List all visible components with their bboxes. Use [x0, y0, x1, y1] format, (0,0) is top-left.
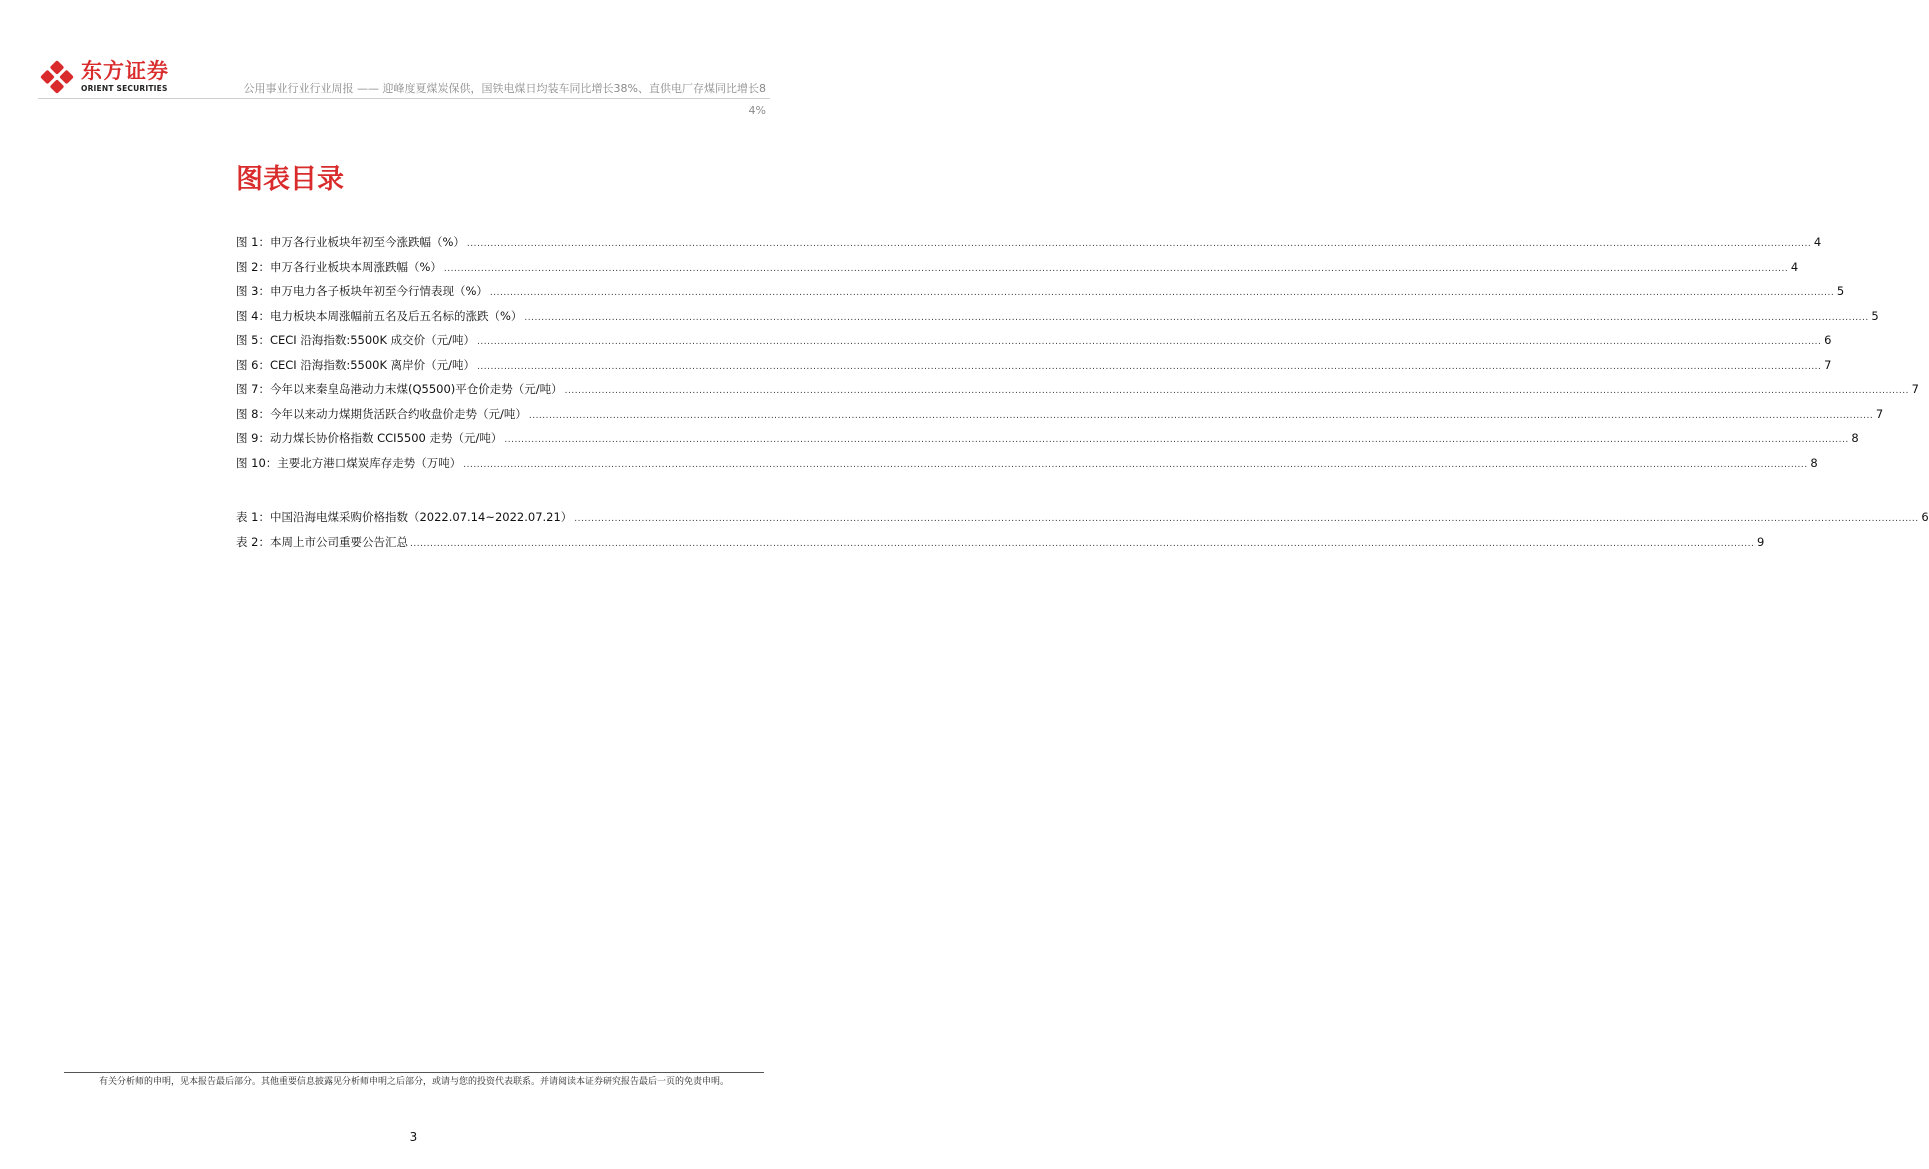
toc-entry-label: 表 1：中国沿海电煤采购价格指数（2022.07.14~2022.07.21） — [236, 510, 573, 524]
toc-entry-figure-3[interactable] — [236, 279, 1845, 304]
dot-leader: ................................................................................................................................................................................................................................................................................................................................................................................................................ — [443, 263, 1789, 274]
header-divider — [38, 98, 770, 99]
dot-leader: ................................................................................................................................................................................................................................................................................................................................................................................................................ — [477, 361, 1822, 372]
toc-entry-page: 8 — [1810, 455, 1818, 470]
dot-leader: ................................................................................................................................................................................................................................................................................................................................................................................................................ — [504, 435, 1849, 445]
dot-leader: ................................................................................................................................................................................................................................................................................................................................................................................................................ — [489, 288, 1835, 298]
toc-entry-page: 8 — [1851, 431, 1859, 445]
toc-entry-table-1[interactable] — [236, 505, 1929, 530]
toc-entry-label: 图 3：申万电力各子板块年初至今行情表现（%） — [236, 284, 488, 298]
dot-leader: ................................................................................................................................................................................................................................................................................................................................................................................................................ — [564, 386, 1909, 396]
figure-list — [236, 230, 1919, 475]
toc-entry-figure-2[interactable] — [236, 255, 1799, 280]
toc-entry-figure-7[interactable] — [236, 377, 1919, 402]
toc-entry-label: 图 10：主要北方港口煤炭库存走势（万吨） — [236, 455, 462, 470]
toc-entry-label: 表 2：本周上市公司重要公告汇总 — [236, 534, 408, 549]
dot-leader: ................................................................................................................................................................................................................................................................................................................................................................................................................ — [524, 312, 1869, 323]
toc-entry-label: 图 9：动力煤长协价格指数 CCI5500 走势（元/吨） — [236, 431, 503, 445]
toc-entry-page: 4 — [1813, 235, 1822, 249]
report-title: 公用事业行业行业周报 —— 迎峰度夏煤炭保供，国铁电煤日均装车同比增长38%、直供电厂存煤同比增长8 — [243, 82, 766, 95]
toc-entry-label: 图 5：CECI 沿海指数:5500K 成交价（元/吨） — [236, 333, 476, 347]
toc-entry-figure-9[interactable] — [236, 426, 1859, 451]
toc-entry-page: 9 — [1757, 534, 1765, 549]
page-number: 3 — [409, 1130, 418, 1144]
toc-heading: 图表目录 — [236, 164, 344, 195]
toc-entry-label: 图 4：电力板块本周涨幅前五名及后五名标的涨跌（%） — [236, 308, 523, 323]
toc-entry-page: 4 — [1790, 259, 1799, 274]
footer-divider — [64, 1072, 764, 1073]
toc-entry-page: 6 — [1824, 333, 1832, 347]
table-list — [236, 505, 1929, 554]
toc-entry-page: 7 — [1875, 406, 1884, 421]
toc-entry-label: 图 8：今年以来动力煤期货活跃合约收盘价走势（元/吨） — [236, 406, 527, 421]
toc-entry-figure-10[interactable] — [236, 451, 1818, 476]
toc-entry-page: 6 — [1921, 510, 1929, 524]
toc-entry-figure-5[interactable] — [236, 328, 1832, 353]
report-title-continuation: 4% — [748, 104, 766, 117]
footer-disclaimer: 有关分析师的申明，见本报告最后部分。其他重要信息披露见分析师申明之后部分，或请与您的投资代表联系。并请阅读本证券研究报告最后一页的免责申明。 — [98, 1077, 729, 1087]
toc-entry-figure-4[interactable] — [236, 304, 1879, 329]
dot-leader: ................................................................................................................................................................................................................................................................................................................................................................................................................ — [574, 514, 1919, 524]
toc-entry-label: 图 7：今年以来秦皇岛港动力末煤(Q5500)平仓价走势（元/吨） — [236, 382, 563, 396]
toc-entry-figure-1[interactable] — [236, 230, 1822, 255]
toc-entry-page: 7 — [1911, 382, 1919, 396]
toc-entry-page: 7 — [1824, 357, 1832, 372]
toc-entry-page: 5 — [1871, 308, 1879, 323]
dot-leader: ................................................................................................................................................................................................................................................................................................................................................................................................................ — [463, 459, 1808, 470]
company-logo — [38, 58, 178, 98]
toc-entry-table-2[interactable] — [236, 530, 1765, 555]
toc-entry-label: 图 1：申万各行业板块年初至今涨跌幅（%） — [236, 235, 465, 249]
toc-entry-figure-8[interactable] — [236, 402, 1884, 427]
brand-name-cn: 东方证券 — [81, 59, 169, 83]
toc-entry-label: 图 6：CECI 沿海指数:5500K 离岸价（元/吨） — [236, 357, 476, 372]
dot-leader: ................................................................................................................................................................................................................................................................................................................................................................................................................ — [477, 337, 1822, 347]
dot-leader: ................................................................................................................................................................................................................................................................................................................................................................................................................ — [528, 410, 1874, 421]
toc-entry-label: 图 2：申万各行业板块本周涨跌幅（%） — [236, 259, 442, 274]
brand-name-en: ORIENT SECURITIES — [81, 84, 168, 93]
dot-leader: ................................................................................................................................................................................................................................................................................................................................................................................................................ — [466, 239, 1812, 249]
dot-leader: ................................................................................................................................................................................................................................................................................................................................................................................................................ — [409, 538, 1755, 549]
toc-entry-page: 5 — [1836, 284, 1845, 298]
toc-entry-figure-6[interactable] — [236, 353, 1832, 378]
orient-diamond-logo-icon — [38, 58, 76, 96]
